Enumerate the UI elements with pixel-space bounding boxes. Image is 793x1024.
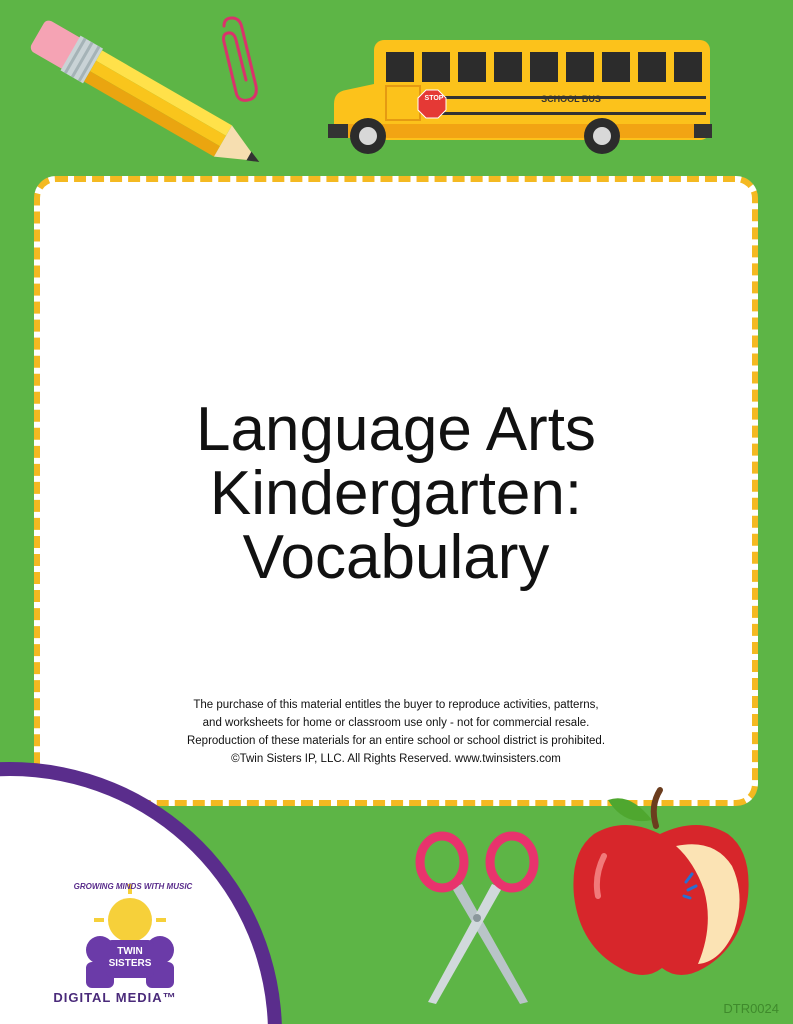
- scissors-icon: [408, 826, 548, 1006]
- title-line-2: Kindergarten:: [209, 459, 583, 528]
- logo-brand-line-1: TWIN: [117, 946, 143, 957]
- legal-line-1: The purchase of this material entitles the buyer to reproduce activities, patterns,: [193, 699, 599, 711]
- paperclip-icon: [210, 16, 270, 106]
- school-bus-icon: [326, 32, 716, 162]
- logo-footer: DIGITAL MEDIA™: [53, 990, 177, 1005]
- legal-notice: [34, 696, 758, 768]
- product-code: DTR0024: [723, 1001, 779, 1016]
- legal-line-4: ©Twin Sisters IP, LLC. All Rights Reserved. www.twinsisters.com: [231, 753, 561, 765]
- legal-line-3: Reproduction of these materials for an entire school or school district is prohibited.: [186, 735, 606, 747]
- stop-sign-label: STOP: [424, 95, 444, 102]
- logo-arc-text: GROWING MINDS WITH MUSIC: [73, 882, 193, 891]
- title-line-3: Vocabulary: [242, 523, 550, 592]
- apple-icon: [564, 786, 764, 986]
- bus-label: SCHOOL BUS: [541, 94, 601, 104]
- title-line-1: Language Arts: [196, 395, 596, 464]
- page-title: [34, 395, 758, 592]
- logo-brand-line-2: SISTERS: [108, 958, 152, 969]
- legal-line-2: and worksheets for home or classroom use only - not for commercial resale.: [202, 717, 590, 729]
